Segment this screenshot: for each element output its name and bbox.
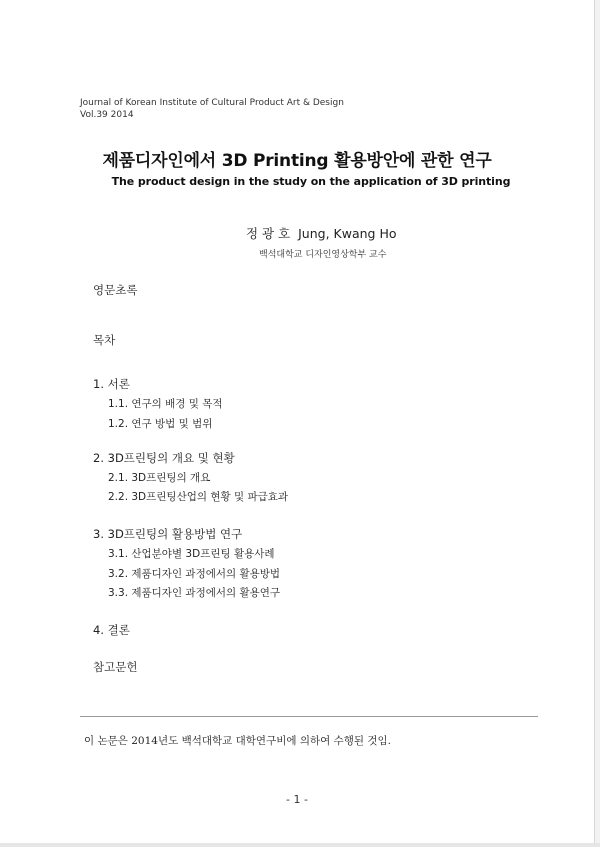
toc-subsection-3-3: 3.3. 제품디자인 과정에서의 활용연구 (108, 587, 281, 599)
page-number: - 1 - (286, 793, 308, 806)
toc-section-3: 3. 3D프린팅의 활용방법 연구 (93, 527, 243, 541)
paper-title-korean: 제품디자인에서 3D Printing 활용방안에 관한 연구 (102, 151, 492, 171)
toc-heading: 목차 (93, 333, 116, 347)
footnote-divider (80, 716, 538, 717)
toc-subsection-1-1: 1.1. 연구의 배경 및 목적 (108, 398, 223, 410)
page-bottom-edge (0, 843, 600, 847)
toc-subsection-3-2: 3.2. 제품디자인 과정에서의 활용방법 (108, 568, 281, 580)
author-name: 정 광 호 Jung, Kwang Ho (246, 226, 397, 241)
author-affiliation: 백석대학교 디자인영상학부 교수 (259, 250, 387, 260)
journal-header (80, 97, 344, 121)
journal-name: Journal of Korean Institute of Cultural Product Art & Design (80, 98, 344, 108)
paper-title-english: The product design in the study on the application of 3D printing (111, 175, 511, 188)
journal-volume: Vol.39 2014 (80, 110, 134, 120)
toc-subsection-1-2: 1.2. 연구 방법 및 범위 (108, 418, 213, 430)
toc-subsection-3-1: 3.1. 산업분야별 3D프린팅 활용사례 (108, 548, 275, 560)
abstract-heading: 영문초록 (93, 283, 138, 297)
toc-subsection-2-1: 2.1. 3D프린팅의 개요 (108, 472, 211, 484)
page-edge (594, 0, 600, 847)
toc-subsection-2-2: 2.2. 3D프린팅산업의 현황 및 파급효과 (108, 491, 289, 503)
toc-section-1: 1. 서론 (93, 377, 130, 391)
toc-section-2: 2. 3D프린팅의 개요 및 현황 (93, 451, 235, 465)
funding-footnote: 이 논문은 2014년도 백석대학교 대학연구비에 의하여 수행된 것임. (84, 735, 391, 747)
toc-section-4: 4. 결론 (93, 623, 130, 637)
references-heading: 참고문헌 (93, 660, 138, 674)
